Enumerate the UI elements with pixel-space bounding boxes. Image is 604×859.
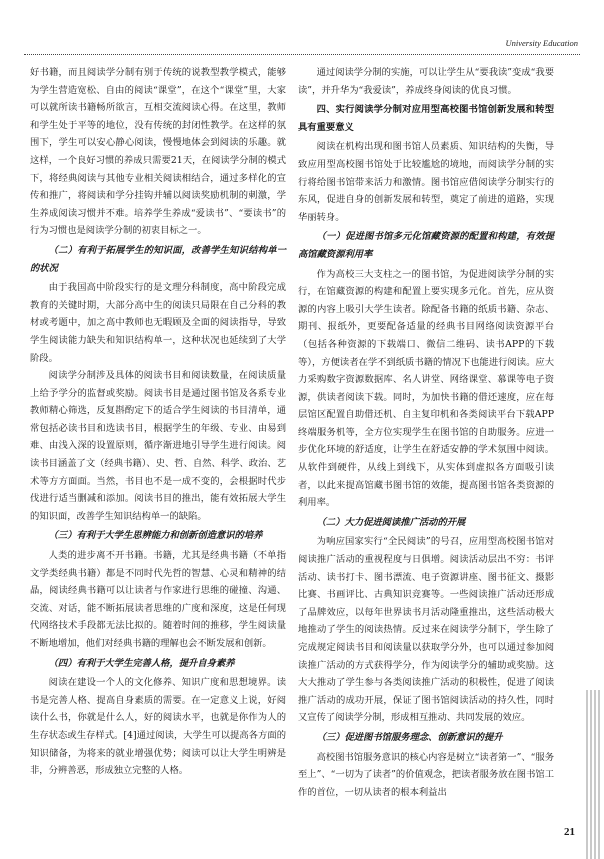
decorative-side-stripes: [586, 690, 604, 859]
journal-name: University Education: [505, 38, 578, 48]
section-heading: （三）促进图书馆服务理念、创新意识的提升: [316, 731, 503, 743]
section-heading: （一）促进图书馆多元化馆藏资源的配置和构建，有效提高馆藏资源利用率: [298, 231, 554, 260]
body-paragraph: 作为高校三大支柱之一的图书馆，为促进阅读学分制的实行，在馆藏资源的构建和配置上要实现多元化。首先，应从资源的内容上吸引大学生读者。除配备书籍的纸质书籍、杂志、期刊、报纸外，更要配备适量的经典书目网络阅读资源平台（包括各种资源的下载端口、微信二维码、读书APP的下载等），方便读者在学不到纸质书籍的情况下也能进行阅读。应大力采购数字资源数据库、名人讲堂、网络课堂、慕课等电子资源，供读者阅读下载。同时，为加快书籍的借还速度，应在每层馆区配置自助借还机、自主复印机和各类阅读平台下载APP终端服务机等，全方位实现学生在图书馆的自助服务。应进一步优化环境的舒适度，让学生在舒适安静的学术氛围中阅读。从软件到硬件，从线上到线下，从实体到虚拟各方面吸引读者，以此来提高馆藏书图书馆的效能，提高图书馆各类资源的利用率。: [298, 268, 554, 509]
section-heading: 四、实行阅读学分制对应用型高校图书馆创新发展和转型具有重要意义: [298, 104, 554, 133]
section-heading: （三）有利于大学生思辨能力和创新创造意识的培养: [48, 530, 263, 542]
body-paragraph: 人类的进步离不开书籍。书籍，尤其是经典书籍（不单指文学类经典书籍）都是不同时代先哲的智慧、心灵和精神的结晶，阅读经典书籍可以让读者与作家进行思维的碰撞、沟通、交流、对话，能不断拓展读者思维的广度和深度，这是任何现代网络技术手段都无法比拟的。随着时间的推移，学生阅读量不断地增加，他们对经典书籍的理解也会不断发展和创新。: [30, 550, 286, 649]
right-column: [298, 64, 554, 801]
section-heading: （二）大力促进阅读推广活动的开展: [316, 516, 466, 528]
body-paragraph: 由于我国高中阶段实行的是文理分科制度，高中阶段完成教育的关键时期，大部分高中生的阅读只局限在自己分科的教材或考题中，加之高中教师也无暇顾及全面的阅读指导，导致学生阅读能力缺失和知识结构单一，这种状况也延续到了大学阶段。: [30, 282, 286, 364]
body-paragraph: 通过阅读学分制的实施，可以让学生从“要我读”变成“我要读”，并升华为“我爱读”，养成终身阅读的优良习惯。: [298, 67, 554, 96]
left-column: [30, 64, 286, 780]
body-paragraph: 高校图书馆服务意识的核心内容是树立“读者第一”、“服务至上”、“一切为了读者”的价值观念，把读者服务放在图书馆工作的首位，一切从读者的根本利益出: [298, 751, 554, 798]
page-number: 21: [564, 826, 575, 838]
running-header: [24, 38, 580, 55]
body-paragraph: 阅读学分制涉及具体的阅读书目和阅读数量，在阅读质量上给予学分的监督或奖励。阅读书目是通过图书馆及各系专业教师精心筛选，反复斟酌定下的适合学生阅读的书目清单，通常包括必读书目和选读书目，根据学生的年级、专业、由易到难、由浅入深的设置原则，循序渐进地引导学生进行阅读。阅读书目涵盖了文（经典书籍）、史、哲、自然、科学、政治、艺术等方方面面。当然，书目也不是一成不变的，会根据时代步伐进行适当删减和添加。阅读书目的推出，能有效拓展大学生的知识面，改善学生知识结构单一的缺陷。: [30, 370, 286, 522]
body-paragraph: 为响应国家实行“全民阅读”的号召，应用型高校图书馆对阅读推广活动的重视程度与日俱增。阅读活动层出不穷：书评活动、读书打卡、图书漂流、电子资源讲座、图书征文、摄影比赛、书画评比、古典知识竞赛等。一些阅读推广活动还形成了品牌效应，以每年世界读书月活动隆重推出，这些活动极大地推动了学生的阅读热情。反过来在阅读学分制下，学生除了完成规定阅读书目和阅读量以获取学分外，也可以通过参加阅读推广活动的方式获得学分，作为阅读学分的辅助或奖励。这大大推动了学生参与各类阅读推广活动的积极性，促进了阅读推广活动的成功开展，保证了图书馆阅读活动的持久性，同时又宣传了阅读学分制，形成相互推动、共同发展的效应。: [298, 536, 554, 724]
section-heading: （四）有利于大学生完善人格，提升自身素养: [48, 657, 235, 669]
body-paragraph: 阅读在建设一个人的文化修养、知识广度和思想境界。读书是完善人格、提高自身素质的需要。在一定意义上说，好阅读什么书，你就是什么人，好的阅读水平，也就是你作为人的生存状态或生存样式。[4]通过阅读，大学生可以提高各方面的知识储备，为将来的就业增强优势；阅读可以让大学生明辨是非，分辨善恶，形成独立完整的人格。: [30, 677, 286, 777]
body-paragraph: 好书籍，而且阅读学分制有别于传统的说教型教学模式，能够为学生营造宽松、自由的阅读“课堂”，在这个“课堂”里，大家可以就所读书籍畅所欲言，互相交流阅读心得。在这里，教师和学生处于平等的地位，没有传统的封闭性教学。在这样的氛围下，学生可以安心静心阅读，慢慢地体会到阅读的乐趣。就这样，一个良好习惯的养成只需要21天，在阅读学分制的模式下，将经典阅读与其他专业相关阅读相结合，通过多样化的宣传和推广，将阅读和学分挂钩并辅以阅读奖励机制的刺激，学生养成阅读习惯并不难。培养学生养成“爱读书”、“要读书”的行为习惯也是阅读学分制的初衷目标之一。: [30, 67, 286, 237]
section-heading: （二）有利于拓展学生的知识面，改善学生知识结构单一的状况: [30, 244, 286, 274]
body-paragraph: 阅读在机构出现和图书馆人员素质、知识结构的失衡，导致应用型高校图书馆处于比较尴尬的境地，而阅读学分制的实行将给图书馆带来活力和激情。图书馆应借阅读学分制实行的东风，促进自身的创新发展和转型，奠定了前进的道路，实现华丽转身。: [298, 141, 554, 223]
